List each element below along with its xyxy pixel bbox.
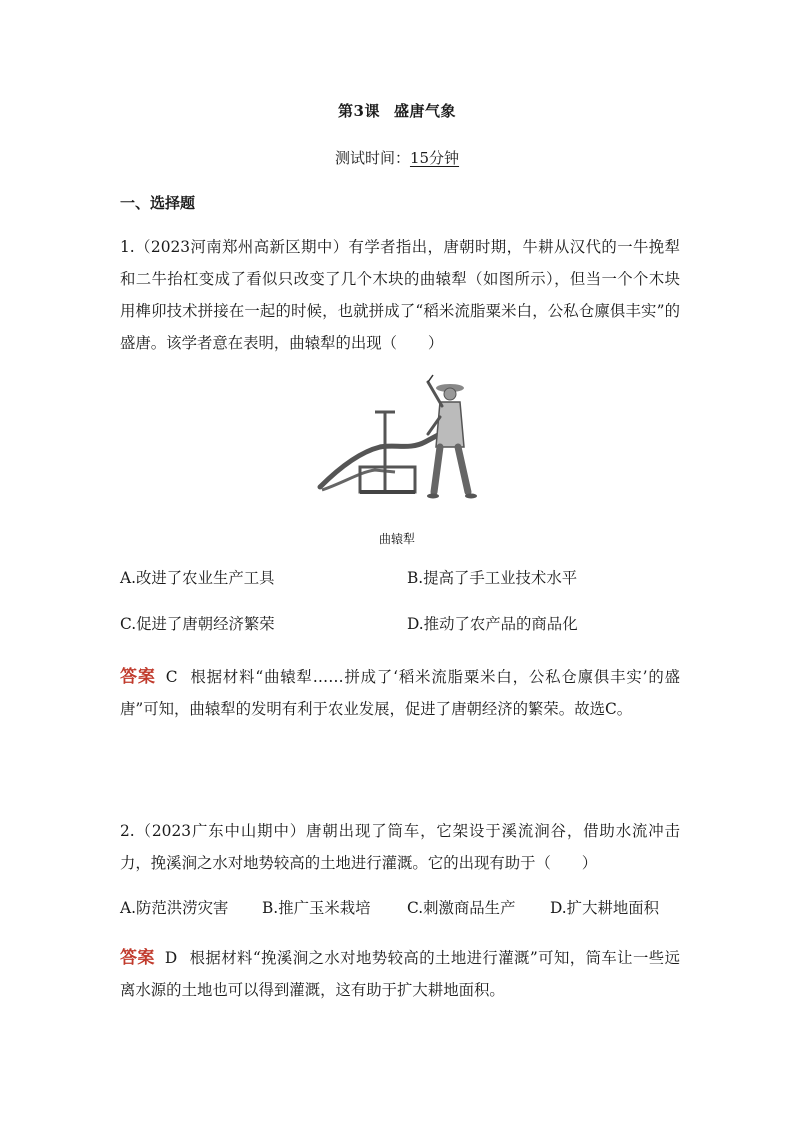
- answer-label: 答案: [120, 667, 156, 687]
- lesson-number: 第3课: [338, 102, 380, 120]
- question-2-stem: 2.（2023广东中山期中）唐朝出现了筒车，它架设于溪流涧谷，借助水流冲击力，挽溪涧之水对地势较高的土地进行灌溉。它的出现有助于（ ）: [120, 822, 680, 872]
- question-2-option-d: D.扩大耕地面积: [550, 899, 660, 917]
- answer-explanation: 根据材料“曲辕犁……拼成了‘稻米流脂粟米白，公私仓廪俱丰实’的盛唐”可知，曲辕犁的发明有利于农业发展，促进了唐朝经济的繁荣。故选C。: [120, 668, 681, 718]
- question-2-option-a: A.防范洪涝灾害: [120, 899, 229, 917]
- question-1-option-d: D.推动了农产品的商品化: [407, 615, 578, 633]
- question-1-option-a: A.改进了农业生产工具: [120, 569, 275, 587]
- answer-label: 答案: [120, 948, 155, 968]
- question-1-stem: 1.（2023河南郑州高新区期中）有学者指出，唐朝时期，牛耕从汉代的一牛挽犁和二牛抬杠变成了看似只改变了几个木块的曲辕犁（如图所示），但当一个个木块用榫卯技术拼接在一起的时候，也就拼成了“稻米流脂粟米白，公私仓廪俱丰实”的盛唐。该学者意在表明，曲辕犁的出现（ ）: [120, 238, 680, 352]
- page-title: [0, 100, 794, 121]
- lesson-title: 盛唐气象: [393, 102, 456, 120]
- test-time-value: 15分钟: [409, 149, 460, 167]
- answer-letter: C: [165, 668, 178, 686]
- test-time: [0, 147, 794, 168]
- question-1-answer: [120, 661, 680, 725]
- question-1-option-b: B.提高了手工业技术水平: [407, 569, 578, 587]
- question-1-option-c: C.促进了唐朝经济繁荣: [120, 615, 275, 633]
- question-2-option-b: B.推广玉米栽培: [262, 899, 371, 917]
- answer-explanation: 根据材料“挽溪涧之水对地势较高的土地进行灌溉”可知，筒车让一些远离水源的土地也可以得到灌溉，这有助于扩大耕地面积。: [120, 949, 680, 999]
- figure-caption: 曲辕犁: [378, 532, 415, 546]
- test-time-label: 测试时间：: [334, 149, 410, 167]
- question-2-option-c: C.刺激商品生产: [407, 899, 516, 917]
- question-2-answer: [120, 942, 680, 1006]
- answer-letter: D: [164, 949, 178, 967]
- plow-illustration: [300, 372, 500, 512]
- section-title: 一、选择题: [120, 194, 196, 212]
